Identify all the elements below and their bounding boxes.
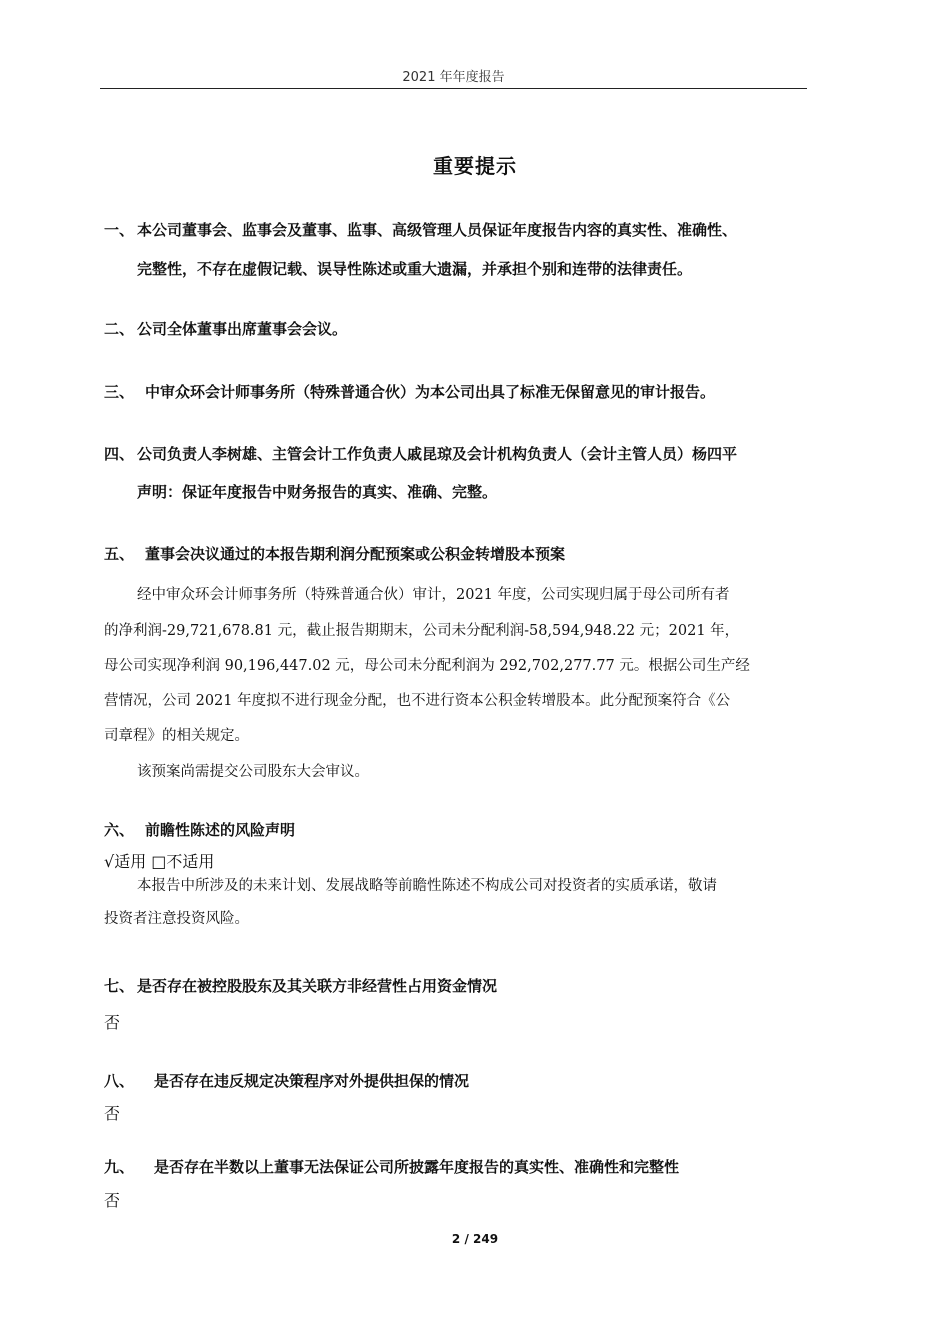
item-5-number: 五、 xyxy=(104,545,135,563)
item-4-line-2: 声明：保证年度报告中财务报告的真实、准确、完整。 xyxy=(137,483,498,501)
item-5-body-2: 的净利润-29,721,678.81 元，截止报告期期末，公司未分配利润-58,594,948.22 元；2021 年， xyxy=(104,623,740,639)
item-8-line-1: 是否存在违反规定决策程序对外提供担保的情况 xyxy=(154,1072,470,1090)
item-1-line-1: 本公司董事会、监事会及董事、监事、高级管理人员保证年度报告内容的真实性、准确性、 xyxy=(137,221,738,239)
page-header: 2021 年年度报告 xyxy=(402,70,505,85)
item-1-number: 一、 xyxy=(104,221,135,239)
item-1-line-2: 完整性，不存在虚假记载、误导性陈述或重大遗漏，并承担个别和连带的法律责任。 xyxy=(137,260,693,278)
item-7-line-1: 是否存在被控股股东及其关联方非经营性占用资金情况 xyxy=(137,977,498,995)
item-6-body-1: 本报告中所涉及的未来计划、发展战略等前瞻性陈述不构成公司对投资者的实质承诺，敬请 xyxy=(137,878,717,894)
item-8-answer: 否 xyxy=(104,1104,121,1123)
item-3-line-1: 中审众环会计师事务所（特殊普通合伙）为本公司出具了标准无保留意见的审计报告。 xyxy=(145,383,716,401)
item-7-answer: 否 xyxy=(104,1013,121,1032)
header-rule xyxy=(100,88,807,89)
page-title: 重要提示 xyxy=(433,154,517,178)
item-6-number: 六、 xyxy=(104,821,135,839)
item-2-number: 二、 xyxy=(104,320,135,338)
item-4-number: 四、 xyxy=(104,445,135,463)
item-5-body-4: 营情况，公司 2021 年度拟不进行现金分配，也不进行资本公积金转增股本。此分配预案符合《公 xyxy=(104,693,731,709)
item-5-body-6: 该预案尚需提交公司股东大会审议。 xyxy=(137,764,369,780)
item-5-body-3: 母公司实现净利润 90,196,447.02 元，母公司未分配利润为 292,702,277.77 元。根据公司生产经 xyxy=(104,658,750,674)
item-7-number: 七、 xyxy=(104,977,135,995)
item-2-line-1: 公司全体董事出席董事会会议。 xyxy=(137,320,348,338)
item-9-line-1: 是否存在半数以上董事无法保证公司所披露年度报告的真实性、准确性和完整性 xyxy=(154,1158,680,1176)
item-6-line-1: 前瞻性陈述的风险声明 xyxy=(145,821,296,839)
item-5-line-1: 董事会决议通过的本报告期利润分配预案或公积金转增股本预案 xyxy=(145,545,566,563)
item-9-number: 九、 xyxy=(104,1158,135,1176)
item-6-applicable: √适用 □不适用 xyxy=(104,852,215,871)
item-6-body-2: 投资者注意投资风险。 xyxy=(104,911,249,927)
item-3-number: 三、 xyxy=(104,383,135,401)
item-5-body-5: 司章程》的相关规定。 xyxy=(104,728,249,744)
item-9-answer: 否 xyxy=(104,1191,121,1210)
page-number: 2 / 249 xyxy=(451,1232,499,1246)
item-4-line-1: 公司负责人李树雄、主管会计工作负责人戚昆琼及会计机构负责人（会计主管人员）杨四平 xyxy=(137,445,738,463)
item-8-number: 八、 xyxy=(104,1072,135,1090)
item-5-body-1: 经中审众环会计师事务所（特殊普通合伙）审计，2021 年度，公司实现归属于母公司所有者 xyxy=(137,587,730,603)
